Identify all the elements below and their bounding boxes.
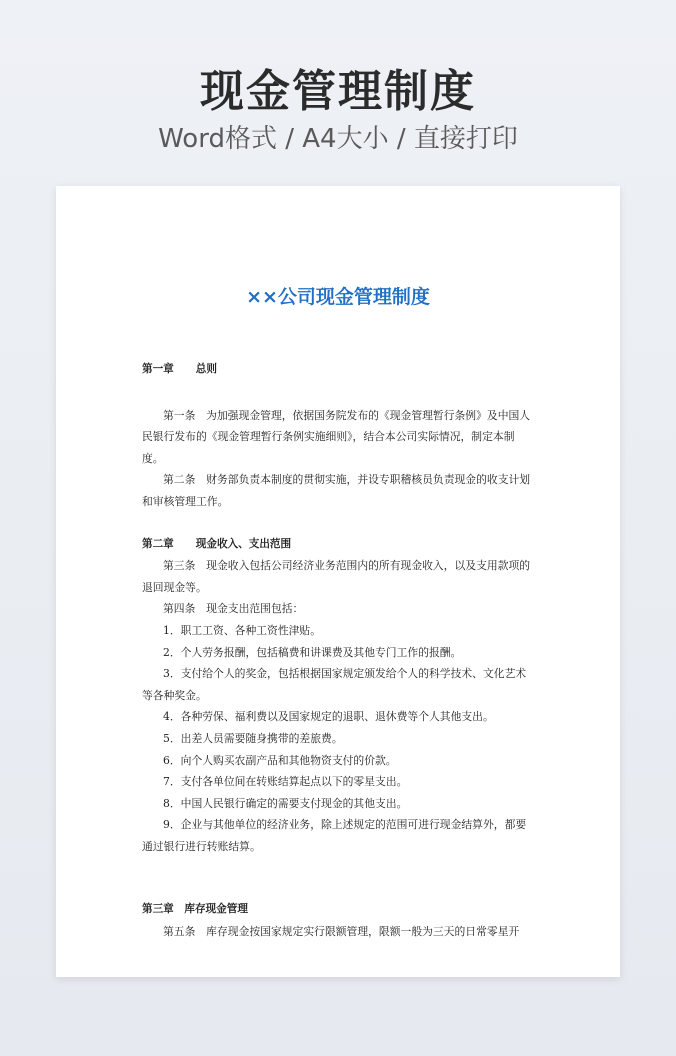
list-item: 1．职工工资、各种工资性津贴。 [163, 623, 322, 637]
chapter-number: 第三章 [142, 903, 174, 916]
list-item: 9．企业与其他单位的经济业务，除上述规定的范围可进行现金结算外，都要通过银行进行转账结算。 [142, 818, 527, 853]
list-item: 6．向个人购买农副产品和其他物资支付的价款。 [163, 753, 397, 767]
chapter-heading [142, 899, 534, 921]
article-paragraph: 第四条 现金支出范围包括： [163, 602, 304, 616]
article-paragraph: 第二条 财务部负责本制度的贯彻实施，并设专职稽核员负责现金的收支计划和审核管理工作。 [142, 473, 531, 508]
document-page [56, 186, 620, 977]
list-item: 8．中国人民银行确定的需要支付现金的其他支出。 [163, 796, 408, 810]
chapter-heading [142, 359, 534, 381]
header [0, 62, 676, 156]
list-item: 3．支付给个人的奖金，包括根据国家规定颁发给个人的科学技术、文化艺术等各种奖金。 [142, 667, 527, 702]
article-paragraph: 第五条 库存现金按国家规定实行限额管理，限额一般为三天的日常零星开 [163, 925, 520, 939]
chapter-number: 第一章 [142, 363, 174, 375]
article-paragraph: 第三条 现金收入包括公司经济业务范围内的所有现金收入，以及支用款项的退回现金等。 [142, 559, 531, 594]
chapter-name: 库存现金管理 [184, 903, 248, 916]
list-item: 4．各种劳保、福利费以及国家规定的退职、退休费等个人其他支出。 [163, 710, 494, 724]
list-item: 2．个人劳务报酬，包括稿费和讲课费及其他专门工作的报酬。 [163, 645, 462, 659]
document-body [142, 359, 534, 943]
list-item: 5．出差人员需要随身携带的差旅费。 [163, 731, 343, 745]
chapter-name: 现金收入、支出范围 [195, 537, 292, 550]
list-item: 7．支付各单位间在转账结算起点以下的零星支出。 [163, 775, 408, 789]
article-paragraph: 第一条 为加强现金管理，依据国务院发布的《现金管理暂行条例》及中国人民银行发布的《现金管理暂行条例实施细则》，结合本公司实际情况，制定本制度。 [142, 408, 531, 465]
document-title: ××公司现金管理制度 [246, 286, 430, 308]
page-subtitle: Word格式 / A4大小 / 直接打印 [158, 124, 518, 154]
chapter-name: 总则 [195, 363, 217, 375]
page-title: 现金管理制度 [200, 66, 476, 117]
chapter-heading [142, 534, 534, 556]
chapter-number: 第二章 [142, 537, 174, 550]
